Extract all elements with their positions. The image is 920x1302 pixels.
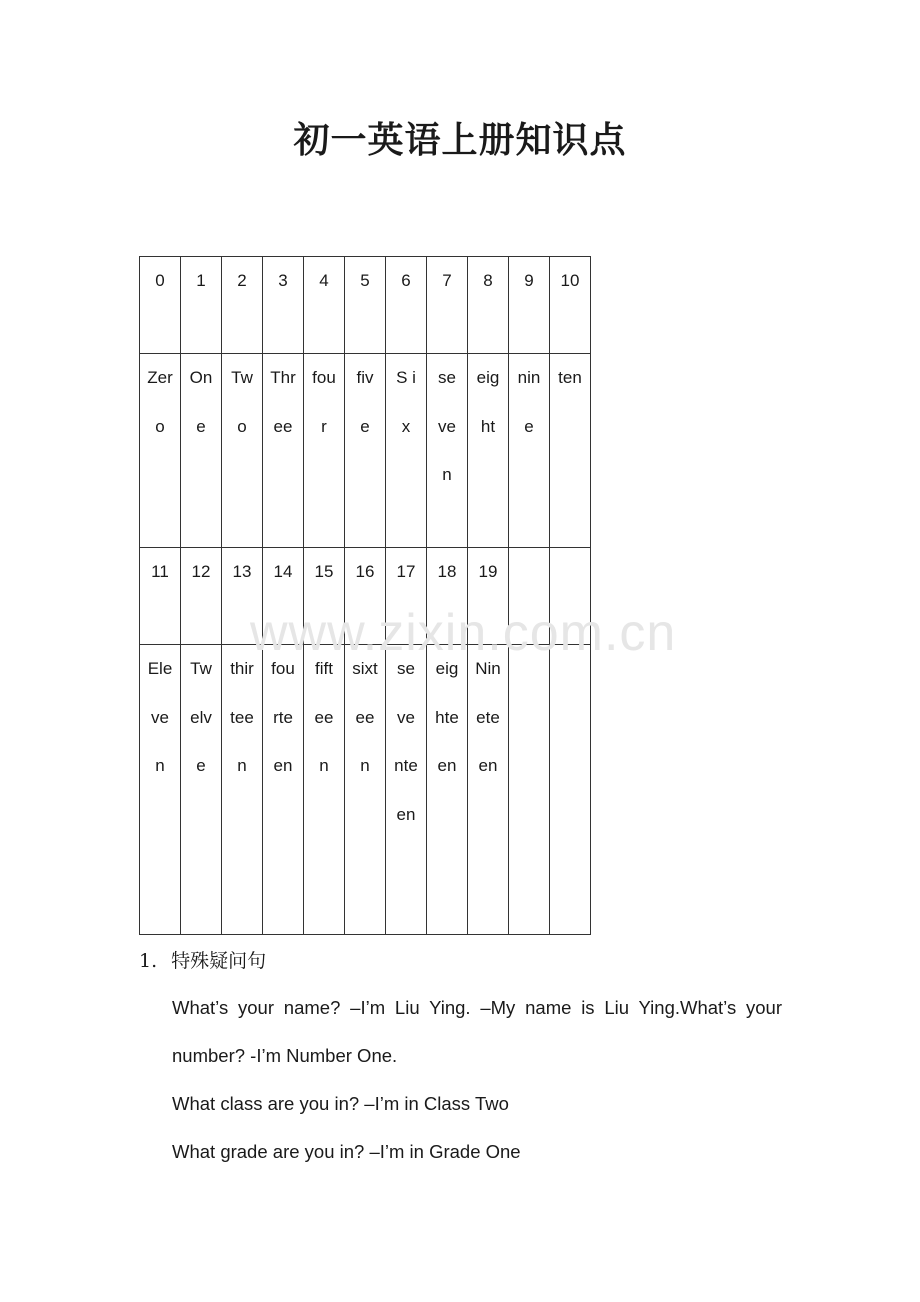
table-cell: nine bbox=[509, 354, 550, 548]
table-cell: 3 bbox=[263, 257, 304, 354]
table-row bbox=[140, 645, 591, 935]
paragraph: What class are you in? –I’m in Class Two bbox=[172, 1093, 509, 1114]
table-cell bbox=[509, 645, 550, 935]
table-cell: eight bbox=[468, 354, 509, 548]
table-cell: 8 bbox=[468, 257, 509, 354]
table-cell: Three bbox=[263, 354, 304, 548]
table-cell: 7 bbox=[427, 257, 468, 354]
table-cell: Two bbox=[222, 354, 263, 548]
table-row bbox=[140, 548, 591, 645]
table-cell: five bbox=[345, 354, 386, 548]
table-cell: four bbox=[304, 354, 345, 548]
table-cell: fifteen bbox=[304, 645, 345, 935]
table-cell: 10 bbox=[550, 257, 591, 354]
table-cell: 18 bbox=[427, 548, 468, 645]
table-cell: 11 bbox=[140, 548, 181, 645]
table-cell: One bbox=[181, 354, 222, 548]
section-title: 特殊疑问句 bbox=[171, 950, 267, 972]
paragraph: What grade are you in? –I’m in Grade One bbox=[172, 1141, 521, 1162]
table-cell: 13 bbox=[222, 548, 263, 645]
section-number: 1. bbox=[139, 950, 158, 972]
table-cell bbox=[509, 548, 550, 645]
table-cell: 16 bbox=[345, 548, 386, 645]
table-cell: Eleven bbox=[140, 645, 181, 935]
table-cell: Twelve bbox=[181, 645, 222, 935]
table-cell: Nineteen bbox=[468, 645, 509, 935]
table-row bbox=[140, 257, 591, 354]
numbers-table bbox=[139, 256, 591, 935]
table-cell: fourteen bbox=[263, 645, 304, 935]
table-cell: 14 bbox=[263, 548, 304, 645]
table-cell: 0 bbox=[140, 257, 181, 354]
table-cell: 17 bbox=[386, 548, 427, 645]
watermark: www.zixin.com.cn bbox=[250, 604, 677, 662]
table-cell: 15 bbox=[304, 548, 345, 645]
table-cell: ten bbox=[550, 354, 591, 548]
table-cell: S i x bbox=[386, 354, 427, 548]
table-cell: 9 bbox=[509, 257, 550, 354]
table-cell: seven bbox=[427, 354, 468, 548]
table-cell: 19 bbox=[468, 548, 509, 645]
table-cell: Zero bbox=[140, 354, 181, 548]
table-cell bbox=[550, 645, 591, 935]
table-cell: 12 bbox=[181, 548, 222, 645]
table-cell: 5 bbox=[345, 257, 386, 354]
table-cell: sixteen bbox=[345, 645, 386, 935]
table-cell: seventeen bbox=[386, 645, 427, 935]
section-heading bbox=[139, 946, 266, 973]
table-row bbox=[140, 354, 591, 548]
table-cell: 4 bbox=[304, 257, 345, 354]
table-cell bbox=[550, 548, 591, 645]
page-title: 初一英语上册知识点 bbox=[293, 119, 627, 161]
table-cell: thirteen bbox=[222, 645, 263, 935]
table-cell: 1 bbox=[181, 257, 222, 354]
table-cell: 6 bbox=[386, 257, 427, 354]
table-cell: eighteen bbox=[427, 645, 468, 935]
paragraph: What’s your name? –I’m Liu Ying. –My name is Liu Ying.What’s your number? -I’m Number One. bbox=[172, 997, 782, 1066]
table-cell: 2 bbox=[222, 257, 263, 354]
